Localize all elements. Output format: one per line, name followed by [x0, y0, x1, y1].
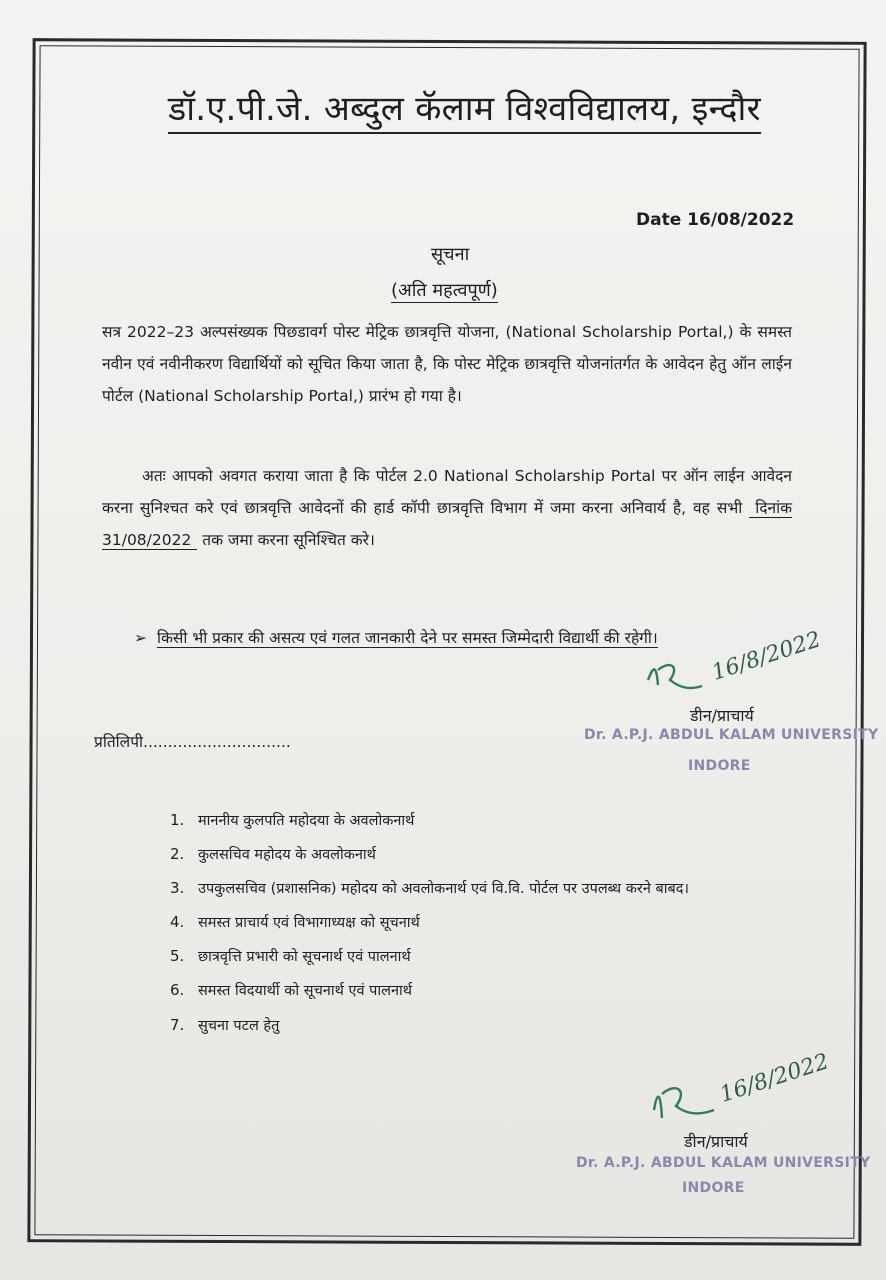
list-item: 2. कुलसचिव महोदय के अवलोकनार्थ	[170, 845, 376, 863]
warning-text: किसी भी प्रकार की असत्य एवं गलत जानकारी देने पर समस्त जिम्मेदारी विद्यार्थी की रहेगी।	[157, 629, 658, 647]
list-item: 4. समस्त प्राचार्य एवं विभागाध्यक्ष को सूचनार्थ	[170, 913, 420, 931]
stamp-line-1: Dr. A.P.J. ABDUL KALAM UNIVERSITY	[576, 1155, 871, 1171]
arrow-bullet-icon: ➢	[134, 629, 147, 647]
deadline-date: दिनांक 31/08/2022	[102, 499, 792, 549]
signatory-title-2: डीन/प्राचार्य	[684, 1132, 748, 1151]
warning-line	[134, 626, 658, 648]
notice-paragraph-1: सत्र 2022–23 अल्पसंख्यक पिछडावर्ग पोस्ट मेट्रिक छात्रवृत्ति योजना, (National Scholarship Portal,) के समस्त नवीन एवं नवीनीकरण विद्यार्थियों को सूचित किया जाता है, कि पोस्ट मेट्रिक छात्रवृत्ति योजनांतर्गत के आवेदन हेतु ऑन लाईन पोर्टल (National Scholarship Portal,) प्रारंभ हो गया है।	[102, 323, 792, 405]
stamp-line-1: Dr. A.P.J. ABDUL KALAM UNIVERSITY	[584, 727, 879, 743]
list-item: 6. समस्त विदयार्थी को सूचनार्थ एवं पालनार्थ	[170, 981, 413, 999]
stamp-line-2: INDORE	[682, 1180, 745, 1196]
signature-date: 16/8/2022	[708, 627, 824, 686]
notice-subheading: (अति महत्वपूर्ण)	[391, 280, 498, 301]
university-title: डॉ.ए.पी.जे. अब्दुल कॅलाम विश्वविद्यालय, इन्दौर	[168, 84, 761, 134]
list-item: 5. छात्रवृत्ति प्रभारी को सूचनार्थ एवं पालनार्थ	[170, 947, 411, 965]
signature-2	[640, 1048, 850, 1138]
list-item: 7. सुचना पटल हेतु	[170, 1016, 280, 1034]
notice-date: Date 16/08/2022	[636, 210, 795, 230]
stamp-line-2: INDORE	[688, 758, 751, 774]
list-item: 1. माननीय कुलपति महोदया के अवलोकनार्थ	[170, 811, 415, 829]
notice-heading: सूचना	[431, 244, 470, 265]
copy-label: प्रतिलिपी..............................	[94, 733, 291, 751]
signature-1	[640, 627, 840, 710]
signatory-title-1: डीन/प्राचार्य	[690, 706, 754, 725]
list-item: 3. उपकुलसचिव (प्रशासनिक) महोदय को अवलोकनार्थ एवं वि.वि. पोर्टल पर उपलब्ध करने बाबद।	[170, 879, 689, 897]
signature-date: 16/8/2022	[716, 1049, 832, 1108]
notice-paragraph-2: अतः आपको अवगत कराया जाता है कि पोर्टल 2.0 National Scholarship Portal पर ऑन लाईन आवेदन करना सुनिश्चत करे एवं छात्रवृत्ति आवेदनों की हार्ड कॉपी छात्रवृत्ति विभाग में जमा करना अनिवार्य है, वह सभी दिनांक 31/08/2022 तक जमा करना सूनिश्चित करे।	[102, 467, 792, 549]
